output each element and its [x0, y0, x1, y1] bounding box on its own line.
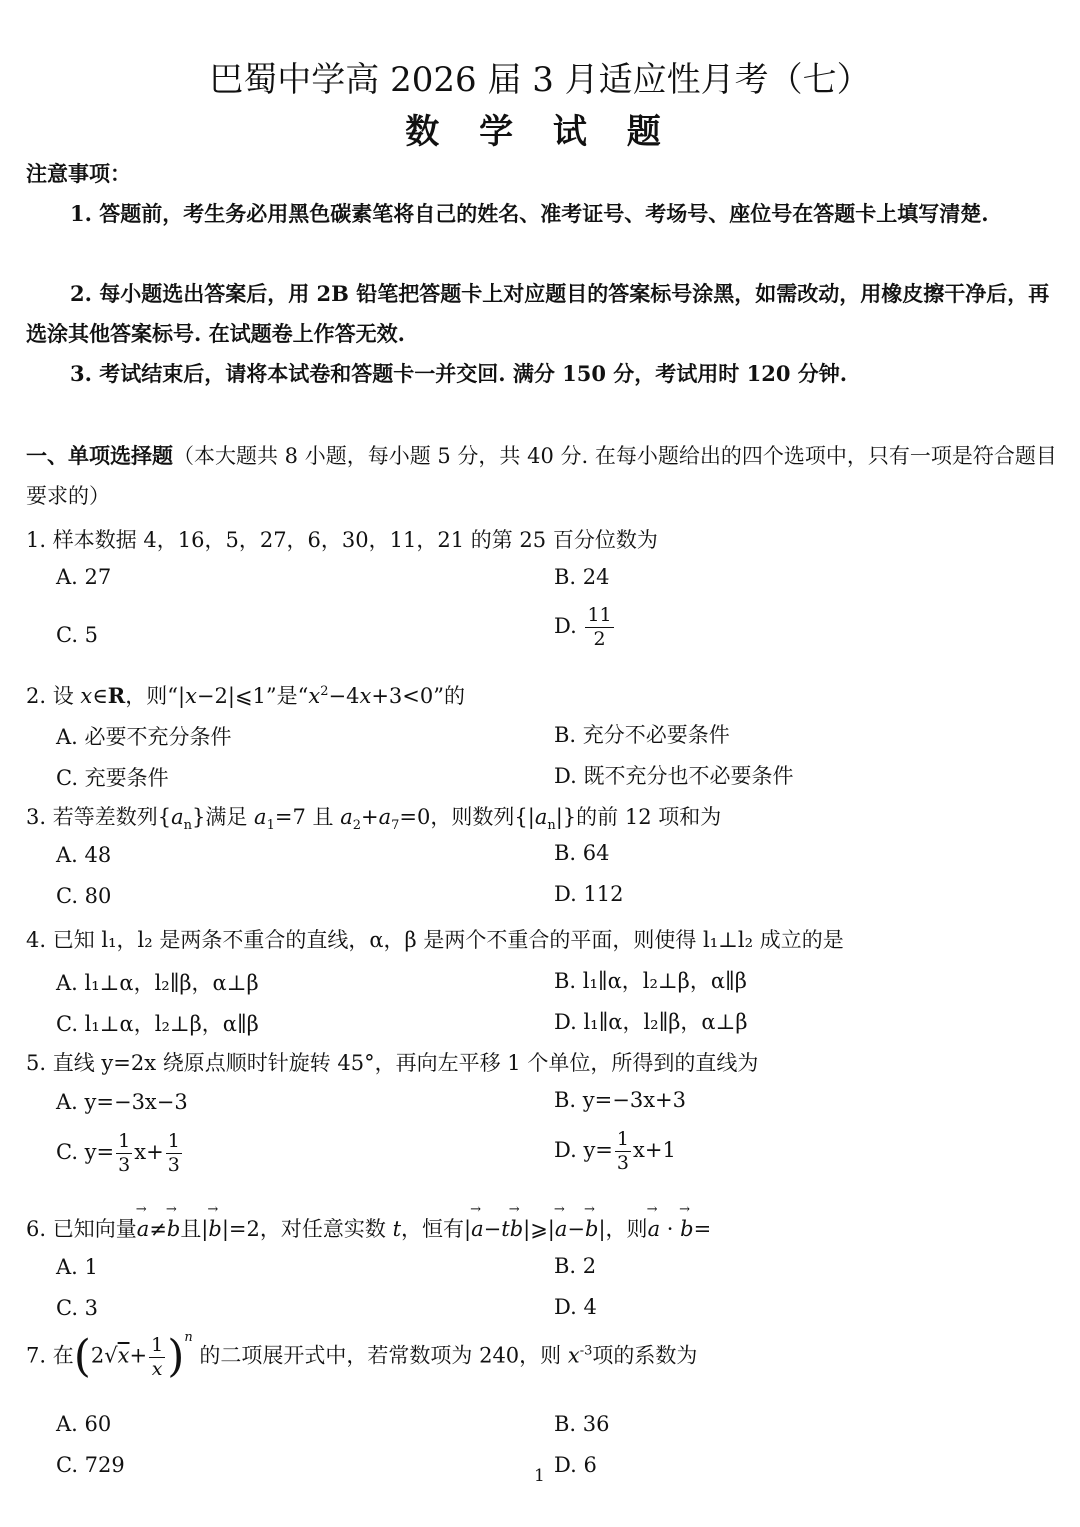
q4-option-d: D. l₁∥α，l₂∥β，α⊥β [554, 1010, 748, 1034]
subject-title: 数 学 试 题 [405, 112, 675, 152]
section-1-heading: 一、单项选择题 [26, 443, 173, 468]
q5-option-c: C. y= $\frac{1}{3}$ x+ $\frac{1}{3}$ [56, 1130, 180, 1176]
q5-option-b: B. y=−3x+3 [554, 1088, 686, 1112]
q5-option-d: D. y= $\frac{1}{3}$ x+1 [554, 1128, 676, 1174]
question-2-stem: 2. 设 x∈R，则“|x−2|⩽1”是“$x^2-4x+3<0$”的 [26, 683, 465, 708]
section-1-desc: （本大题共 8 小题，每小题 5 分，共 40 分. 在每小题给出的四个选项中，只有一项是符合题目要求的） [26, 444, 1057, 508]
q6-option-a: A. 1 [56, 1255, 98, 1279]
q2-option-a: A. 必要不充分条件 [56, 725, 232, 749]
q2-option-b: B. 充分不必要条件 [554, 723, 730, 747]
question-4-stem: 4. 已知 l₁，l₂ 是两条不重合的直线，α，β 是两个不重合的平面，则使得 l₁⊥l₂ 成立的是 [26, 928, 844, 952]
page-number: 1 [534, 1466, 545, 1486]
q1-option-a: A. 27 [56, 565, 112, 589]
q2-option-c: C. 充要条件 [56, 766, 169, 790]
exam-title: 巴蜀中学高 2026 届 3 月适应性月考（七） [209, 60, 871, 100]
q7-option-c: C. 729 [56, 1453, 125, 1477]
q4-option-a: A. l₁⊥α，l₂∥β，α⊥β [56, 971, 259, 995]
q6-option-d: D. 4 [554, 1295, 597, 1319]
notice-heading: 注意事项： [26, 161, 131, 186]
q1-option-b: B. 24 [554, 565, 610, 589]
q5-option-a: A. y=−3x−3 [56, 1090, 188, 1114]
q3-option-d: D. 112 [554, 882, 624, 906]
notice-item-1: 1. 答题前，考生务必用黑色碳素笔将自己的姓名、准考证号、考场号、座位号在答题卡上填写清楚. [70, 201, 989, 226]
q4-option-c: C. l₁⊥α，l₂⊥β，α∥β [56, 1012, 259, 1036]
notice-item-2: 2. 每小题选出答案后，用 2B 铅笔把答题卡上对应题目的答案标号涂黑，如需改动，用橡皮擦干净后，再选涂其他答案标号. 在试题卷上作答无效. [26, 281, 1050, 346]
q3-option-a: A. 48 [56, 843, 112, 867]
q6-option-c: C. 3 [56, 1296, 99, 1320]
q6-option-b: B. 2 [554, 1254, 597, 1278]
question-6-stem: 6. 已知向量→ a≠→ b且|→ b|=2，对任意实数 t，恒有|→ a−t→ b|⩾|→ a−→ b|，则→ a · → b= [26, 1213, 711, 1243]
question-1-stem: 1. 样本数据 4，16，5，27，6，30，11，21 的第 25 百分位数为 [26, 528, 658, 552]
q1-d-numerator: 11 [587, 604, 612, 626]
q4-option-b: B. l₁∥α，l₂⊥β，α∥β [554, 969, 747, 993]
q7-option-b: B. 36 [554, 1412, 610, 1436]
question-3-stem: 3. 若等差数列$\{a_n\}$满足 $a_1=7$ 且 $a_2+a_7=0$，则数列$\{|a_n|\}$的前 12 项和为 [26, 805, 722, 834]
q1-option-d [554, 606, 616, 649]
q1-option-c: C. 5 [56, 623, 99, 647]
q2-option-d: D. 既不充分也不必要条件 [554, 764, 794, 788]
q7-option-d: D. 6 [554, 1453, 597, 1477]
q7-option-a: A. 60 [56, 1412, 112, 1436]
q1-d-fraction [585, 606, 613, 649]
q3-option-b: B. 64 [554, 841, 610, 865]
q1-d-denominator: 2 [593, 628, 606, 650]
question-5-stem: 5. 直线 y=2x 绕原点顺时针旋转 45°，再向左平移 1 个单位，所得到的直线为 [26, 1051, 759, 1075]
section-1-intro [26, 436, 1062, 516]
question-7-stem: 7. 在(2√x+ $\frac{1}{x}$ )$^n$ 的二项展开式中，若常数项为 240，则 $x^{-3}$项的系数为 [26, 1329, 698, 1382]
q3-option-c: C. 80 [56, 884, 112, 908]
q1-d-label: D. [554, 614, 577, 638]
notice-item-3: 3. 考试结束后，请将本试卷和答题卡一并交回. 满分 150 分，考试用时 120 分钟. [70, 361, 848, 386]
